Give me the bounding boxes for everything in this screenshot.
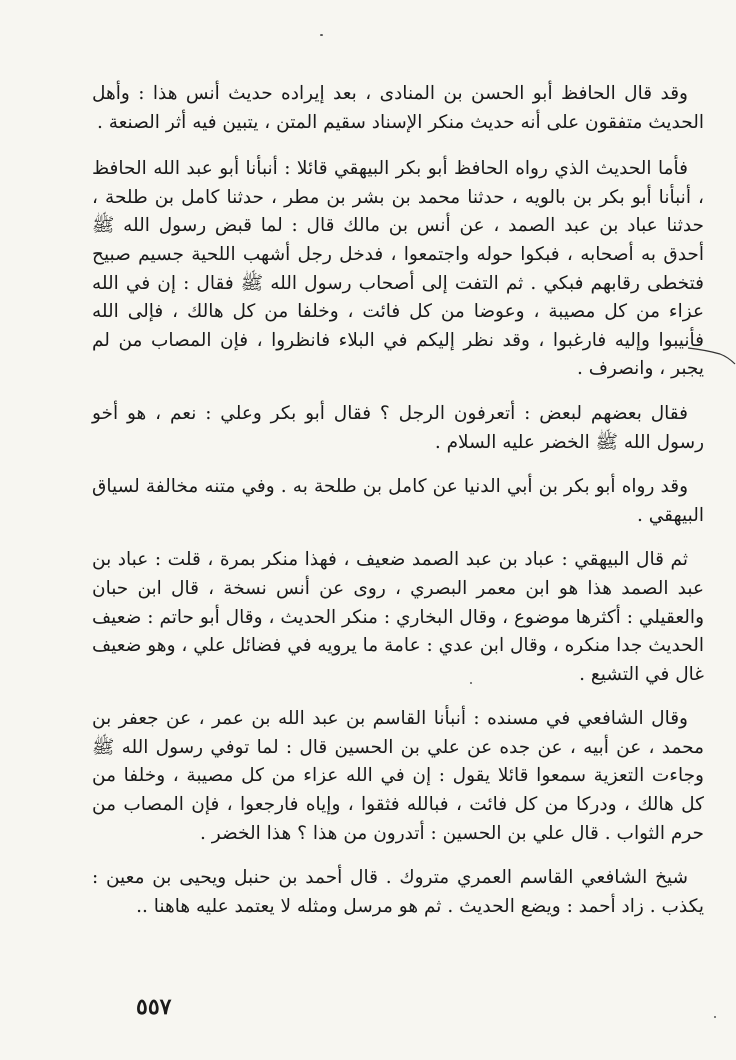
margin-pencil-mark (686, 340, 736, 366)
paragraph-6: وقال الشافعي في مسنده : أنبأنا القاسم بن عبد الله بن عمر ، عن جعفر بن محمد ، عن أبيه ، عن جده عن علي بن الحسين قال : لما توفي رسول الله ﷺ وجاءت التعزية سمعوا قائلا يقول : إن في الله عزاء من كل مصيبة ، وخلفا من كل هالك ، ودركا من كل فائت ، فبالله فثقوا ، وإياه فارجعوا ، فإن المصاب من حرم الثواب . قال علي بن الحسين : أتدرون من هذا ؟ هذا الخضر . (92, 708, 704, 844)
paragraph-4: وقد رواه أبو بكر بن أبي الدنيا عن كامل بن طلحة به . وفي متنه مخالفة لسياق البيهقي . (92, 476, 704, 526)
paragraph-1: وقد قال الحافظ أبو الحسن بن المنادى ، بعد إيراده حديث أنس هذا : وأهل الحديث متفقون على أنه حديث منكر الإسناد سقيم المتن ، يتبين فيه أثر الصنعة . (92, 83, 704, 133)
scan-speck (470, 682, 472, 684)
page-number: ٥٥٧ (136, 994, 172, 1020)
scan-speck (320, 34, 323, 36)
scan-speck (714, 1016, 716, 1018)
paragraph-5: ثم قال البيهقي : عباد بن عبد الصمد ضعيف ، فهذا منكر بمرة ، قلت : عباد بن عبد الصمد هذا هو ابن معمر البصري ، روى عن أنس نسخة ، قال ابن حبان والعقيلي : أكثرها موضوع ، وقال البخاري : منكر الحديث ، وقال أبو حاتم : ضعيف الحديث جدا منكره ، وقال ابن عدي : عامة ما يرويه في فضائل علي ، وهو ضعيف غال في التشيع . (92, 549, 704, 685)
paragraph-3: فقال بعضهم لبعض : أتعرفون الرجل ؟ فقال أبو بكر وعلي : نعم ، هو أخو رسول الله ﷺ الخضر عليه السلام . (92, 402, 704, 453)
paragraph-2: فأما الحديث الذي رواه الحافظ أبو بكر البيهقي قائلا : أنبأنا أبو عبد الله الحافظ ، أنبأنا أبو بكر بن بالويه ، حدثنا محمد بن بشر بن مطر ، حدثنا كامل بن طلحة ، حدثنا عباد بن عبد الصمد ، عن أنس بن مالك قال : لما قبض رسول الله ﷺ أحدق به أصحابه ، فبكوا حوله واجتمعوا ، فدخل رجل أشهب اللحية جسيم صبيح فتخطى رقابهم فبكي . ثم التفت إلى أصحاب رسول الله ﷺ فقال : إن في الله عزاء من كل مصيبة ، وعوضا من كل فائت ، وخلفا من كل هالك ، فإلى الله فأنيبوا وإليه فارغبوا ، وقد نظر إليكم في البلاء فانظروا ، فإن المصاب من لم يجبر ، وانصرف . (92, 158, 704, 380)
paragraph-7: شيخ الشافعي القاسم العمري متروك . قال أحمد بن حنبل ويحيى بن معين : يكذب . زاد أحمد : ويضع الحديث . ثم هو مرسل ومثله لا يعتمد عليه هاهنا .. (92, 867, 704, 917)
body-text (92, 80, 704, 937)
